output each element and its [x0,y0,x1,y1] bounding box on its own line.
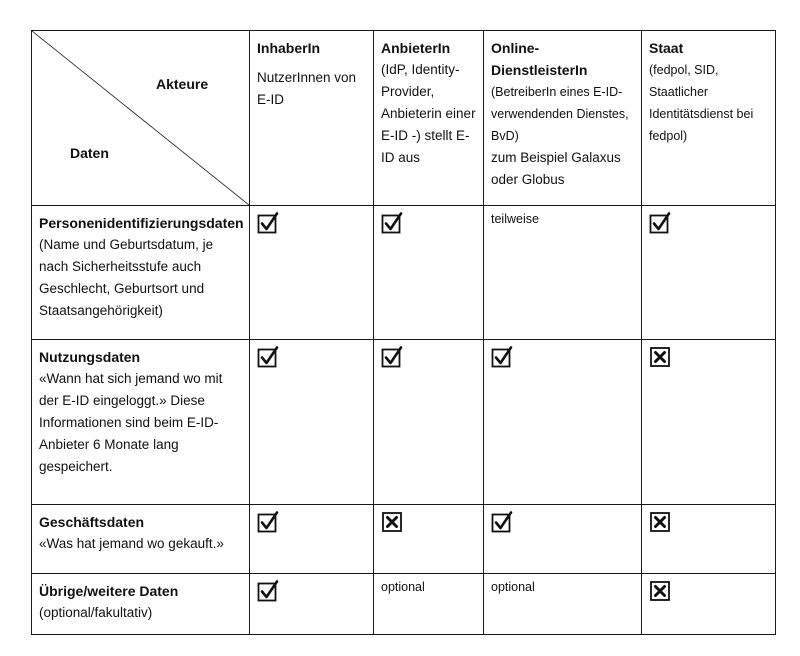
checkbox-checked-icon [381,212,403,234]
table-cell [642,340,776,505]
table-cell [374,206,484,340]
row-header [32,574,250,635]
checkbox-crossed-icon [381,511,403,533]
table-cell [374,574,484,635]
actor-header-provider [374,31,484,206]
table-cell [250,574,374,635]
row-title: Personenidentifizierungsdaten [39,215,244,231]
checkbox-checked-icon [257,511,279,533]
table-cell [250,206,374,340]
actor-header-online-service [484,31,642,206]
table-cell [250,340,374,505]
table-cell [642,206,776,340]
row-description: «Wann hat sich jemand wo mit der E-ID eingeloggt.» Diese Informationen sind beim E-ID-Anbieter 6 Monate lang gespeichert. [39,371,223,474]
table-cell [484,206,642,340]
actor-title: InhaberIn [257,40,321,56]
checkbox-checked-icon [491,511,513,533]
checkbox-checked-icon [381,346,403,368]
actor-description: (IdP, Identity-Provider, Anbieterin einer E-ID -) stellt E-ID aus [381,62,476,165]
corner-cell [32,31,250,206]
table-row [32,505,776,574]
row-header [32,505,250,574]
actor-description: (BetreiberIn eines E-ID-verwendenden Dienstes, BvD) [491,85,629,143]
table-row [32,574,776,635]
actor-title: Staat [649,40,684,56]
table-cell [484,340,642,505]
table-cell [642,505,776,574]
row-description: (Name und Geburtsdatum, je nach Sicherheitsstufe auch Geschlecht, Geburtsort und Staatsangehörigkeit) [39,237,214,318]
table-row [32,340,776,505]
checkbox-crossed-icon [649,511,671,533]
row-header [32,340,250,505]
row-title: Geschäftsdaten [39,514,145,530]
data-actors-matrix [31,30,776,635]
checkbox-checked-icon [257,212,279,234]
actor-description: (fedpol, SID, Staatlicher Identitätsdienst bei fedpol) [649,63,754,143]
checkbox-checked-icon [649,212,671,234]
diagonal-divider [32,31,249,205]
checkbox-crossed-icon [649,346,671,368]
cell-note: optional [491,580,535,594]
actor-description: NutzerInnen von E-ID [257,70,357,107]
actor-title: AnbieterIn [381,40,451,56]
checkbox-checked-icon [491,346,513,368]
actor-title: Online-DienstleisterIn [491,40,588,78]
table-cell [374,505,484,574]
row-description: (optional/fakultativ) [39,605,153,620]
row-title: Nutzungsdaten [39,349,141,365]
table-cell [374,340,484,505]
actor-header-holder [250,31,374,206]
checkbox-checked-icon [257,580,279,602]
row-description: «Was hat jemand wo gekauft.» [39,536,224,551]
actors-axis-label: Akteure [156,76,209,92]
table-cell [484,505,642,574]
table-row [32,206,776,340]
header-row [32,31,776,206]
table-cell [642,574,776,635]
checkbox-crossed-icon [649,580,671,602]
cell-note: teilweise [491,212,539,226]
table-cell [250,505,374,574]
actor-header-state [642,31,776,206]
data-axis-label: Daten [70,145,109,161]
row-header [32,206,250,340]
checkbox-checked-icon [257,346,279,368]
table-cell [484,574,642,635]
row-title: Übrige/weitere Daten [39,583,179,599]
actor-example: zum Beispiel Galaxus oder Globus [491,150,621,187]
cell-note: optional [381,580,425,594]
